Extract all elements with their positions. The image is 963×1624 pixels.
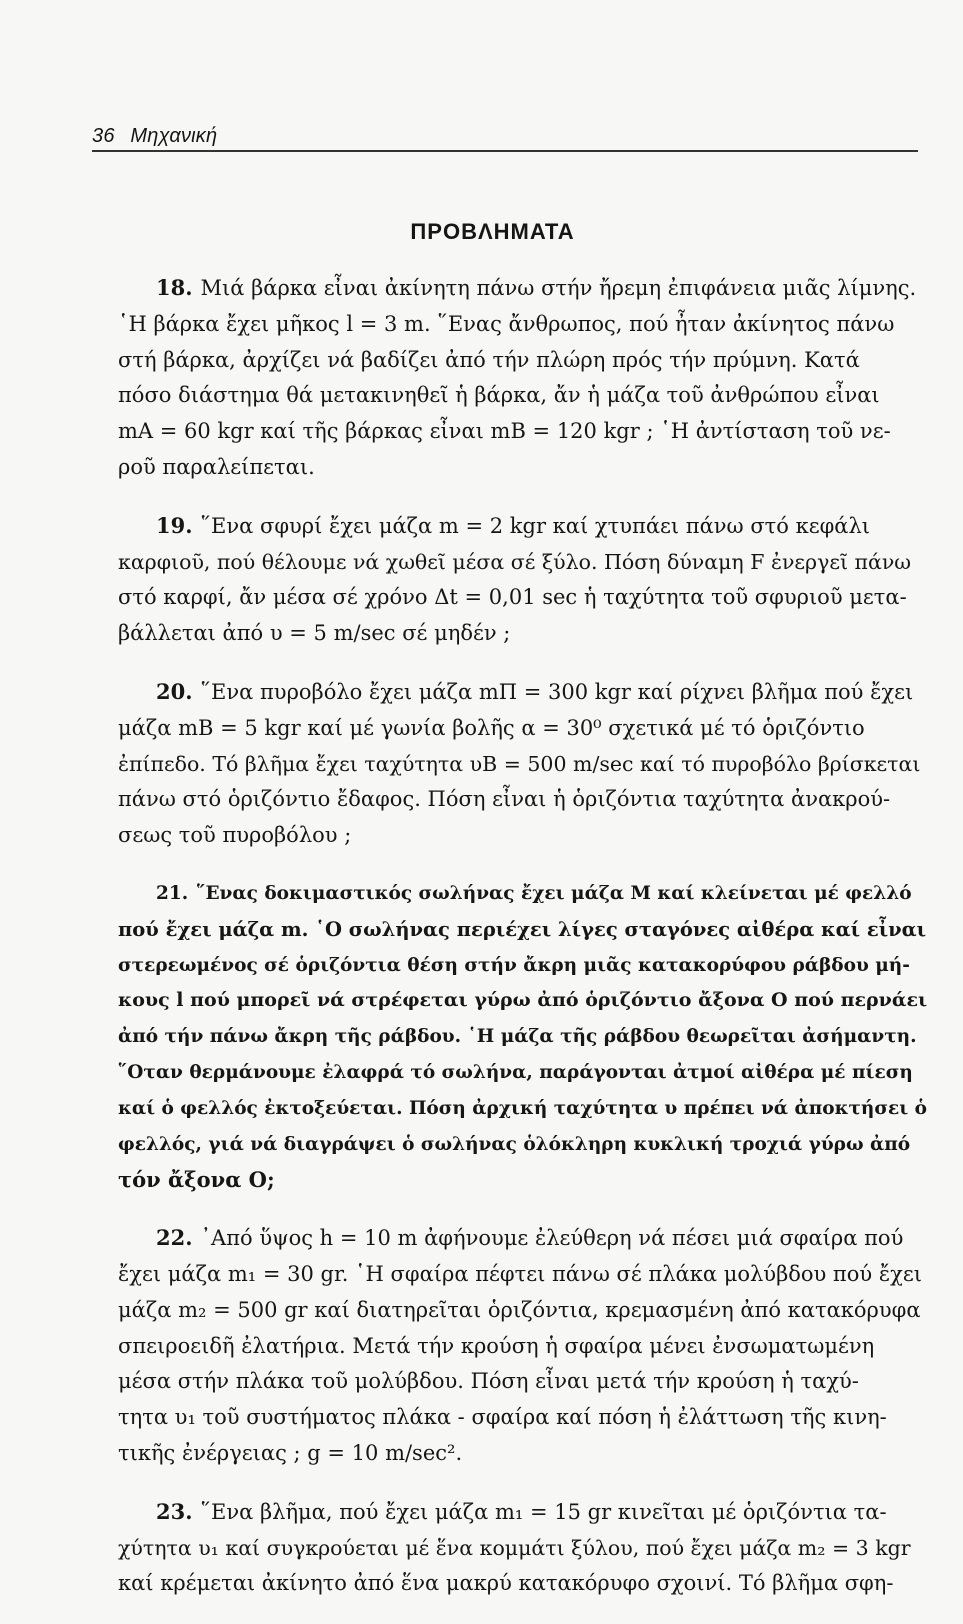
problem-line: καί κρέμεται ἀκίνητο ἀπό ἕνα μακρύ κατακόρυφο σχοινί. Τό βλῆμα σφη- [118, 1571, 894, 1596]
problem-line: τητα υ₁ τοῦ συστήματος πλάκα - σφαίρα καί πόση ἡ ἐλάττωση τῆς κινη- [118, 1405, 887, 1430]
problem-line: στερεωμένος σέ ὁριζόντια θέση στήν ἄκρη μιᾶς κατακορύφου ράβδου μή- [118, 954, 910, 976]
running-title: Μηχανική [130, 125, 218, 147]
problem-line: βάλλεται ἀπό υ = 5 m/sec σέ μηδέν ; [118, 621, 511, 646]
problem-line: φελλός, γιά νά διαγράψει ὁ σωλήνας ὁλόκληρη κυκλική τροχιά γύρω ἀπό [118, 1133, 911, 1155]
section-title: ΠΡΟΒΛΗΜΑΤΑ [410, 219, 575, 244]
problem-number: 22. [156, 1225, 193, 1251]
problem-line: 22. ᾿Από ὕψος h = 10 m ἀφήνουμε ἐλεύθερη νά πέσει μιά σφαίρα πού [156, 1225, 904, 1251]
problem-line: mA = 60 kgr καί τῆς βάρκας εἶναι mB = 120 kgr ; ῾Η ἀντίσταση τοῦ νε- [118, 419, 891, 444]
problem-line: πού ἔχει μάζα m. ῾Ο σωλήνας περιέχει λίγες σταγόνες αἰθέρα καί εἶναι [118, 917, 927, 941]
problem-23 [118, 1494, 928, 1602]
problem-21 [118, 876, 928, 1198]
problem-19 [118, 508, 928, 652]
problem-line: 19. ῞Ενα σφυρί ἔχει μάζα m = 2 kgr καί χτυπάει πάνω στό κεφάλι [156, 512, 871, 538]
problem-line: χύτητα υ₁ καί συγκρούεται μέ ἕνα κομμάτι ξύλου, πού ἔχει μάζα m₂ = 3 kgr [118, 1535, 911, 1560]
problem-20 [118, 674, 928, 854]
problem-line: ῾Η βάρκα ἔχει μῆκος l = 3 m. ῞Ενας ἄνθρωπος, πού ἦταν ἀκίνητος πάνω [118, 311, 895, 336]
running-header [92, 125, 217, 148]
problem-number: 20. [156, 678, 193, 704]
header-rule [92, 150, 918, 152]
problem-line: στό καρφί, ἄν μέσα σέ χρόνο Δt = 0,01 sec ἡ ταχύτητα τοῦ σφυριοῦ μετα- [118, 585, 907, 610]
problem-line: ροῦ παραλείπεται. [118, 454, 315, 479]
problem-line: σεως τοῦ πυροβόλου ; [118, 823, 352, 848]
page-number: 36 [92, 125, 115, 147]
problem-line: ῞Οταν θερμάνουμε ἐλαφρά τό σωλήνα, παράγονται ἀτμοί αἰθέρα μέ πίεση [118, 1061, 913, 1083]
problem-line: καρφιοῦ, πού θέλουμε νά χωθεῖ μέσα σέ ξύλο. Πόση δύναμη F ἐνεργεῖ πάνω [118, 549, 912, 574]
problem-line: 20. ῞Ενα πυροβόλο ἔχει μάζα mΠ = 300 kgr καί ρίχνει βλῆμα πού ἔχει [156, 678, 914, 704]
problem-line: στή βάρκα, ἀρχίζει νά βαδίζει ἀπό τήν πλώρη πρός τήν πρύμνη. Κατά [118, 347, 860, 372]
problem-number: 21. [156, 882, 189, 904]
problem-line: τικῆς ἐνέργειας ; g = 10 m/sec². [118, 1440, 463, 1465]
problem-line: 18. Μιά βάρκα εἶναι ἀκίνητη πάνω στήν ἤρεμη ἐπιφάνεια μιᾶς λίμνης. [156, 275, 917, 300]
problem-line: ἀπό τήν πάνω ἄκρη τῆς ράβδου. ῾Η μάζα τῆς ράβδου θεωρεῖται ἀσήμαντη. [118, 1026, 917, 1048]
problem-line: 23. ῞Ενα βλῆμα, πού ἔχει μάζα m₁ = 15 gr κινεῖται μέ ὁριζόντια τα- [156, 1498, 887, 1524]
problem-line: κους l πού μπορεῖ νά στρέφεται γύρω ἀπό ὁριζόντιο ἄξονα O πού περνάει [118, 989, 928, 1012]
problem-line: σπειροειδῆ ἐλατήρια. Μετά τήν κρούση ἡ σφαίρα μένει ἐνσωματωμένη [118, 1333, 875, 1358]
problem-line: μάζα m₂ = 500 gr καί διατηρεῖται ὁριζόντια, κρεμασμένη ἀπό κατακόρυφα [118, 1297, 921, 1322]
problem-line: 21. ῞Ενας δοκιμαστικός σωλήνας ἔχει μάζα M καί κλείνεται μέ φελλό [156, 882, 912, 904]
problem-line: πόσο διάστημα θά μετακινηθεῖ ἡ βάρκα, ἄν ἡ μάζα τοῦ ἀνθρώπου εἶναι [118, 383, 880, 408]
problem-line: πάνω στό ὁριζόντιο ἔδαφος. Πόση εἶναι ἡ ὁριζόντια ταχύτητα ἀνακρού- [118, 787, 891, 812]
problem-list [118, 270, 928, 1624]
problem-22 [118, 1220, 928, 1472]
problem-line: τόν ἄξονα O; [118, 1167, 275, 1193]
problem-number: 18. [156, 275, 193, 300]
problem-line: καί ὁ φελλός ἐκτοξεύεται. Πόση ἀρχική ταχύτητα υ πρέπει νά ἀποκτήσει ὁ [118, 1097, 927, 1119]
problem-line: ἐπίπεδο. Τό βλῆμα ἔχει ταχύτητα υB = 500 m/sec καί τό πυροβόλο βρίσκεται [118, 751, 921, 776]
problem-line: μέσα στήν πλάκα τοῦ μολύβδου. Πόση εἶναι μετά τήν κρούση ἡ ταχύ- [118, 1369, 859, 1394]
problem-number: 23. [156, 1498, 193, 1524]
problem-line: μάζα mB = 5 kgr καί μέ γωνία βολῆς α = 30⁰ σχετικά μέ τό ὁριζόντιο [118, 715, 865, 740]
problem-line: ἔχει μάζα m₁ = 30 gr. ῾Η σφαίρα πέφτει πάνω σέ πλάκα μολύβδου πού ἔχει [118, 1261, 922, 1286]
problem-number: 19. [156, 512, 193, 538]
problem-18 [118, 270, 928, 486]
